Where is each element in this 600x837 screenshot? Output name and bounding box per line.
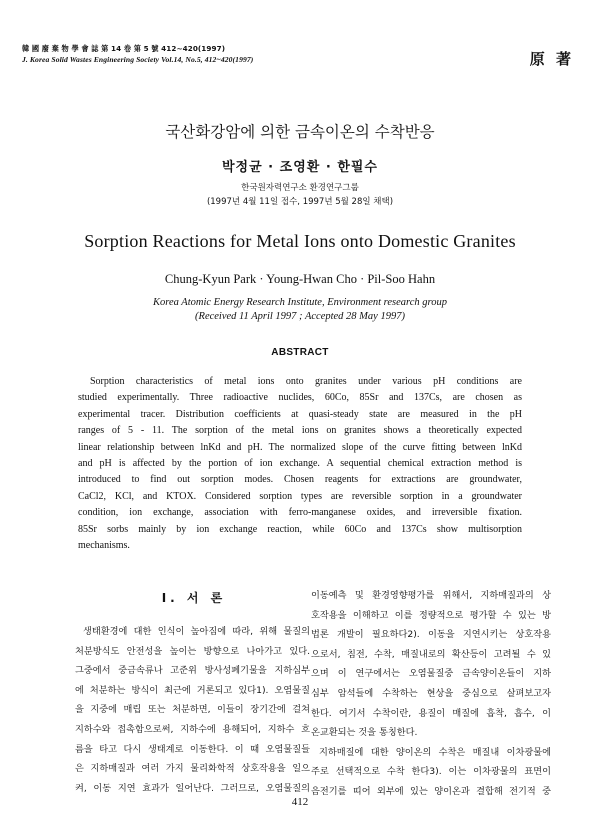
journal-header-korean: 韓 國 廢 棄 物 學 會 誌 第 14 卷 第 5 號 412~420(1997) [22, 44, 226, 53]
abstract-line: and pH is affected by the portion of ion exchange. A sequential chemical extraction method is [78, 457, 522, 469]
dates-english: (Received 11 April 1997 ; Accepted 28 May 1997) [195, 311, 405, 322]
affiliation-korean: 한국원자력연구소 환경연구그룹 [241, 183, 359, 193]
authors-english: Chung-Kyun Park · Young-Hwan Cho · Pil-Soo Hahn [164, 272, 436, 286]
affiliation-english: Korea Atomic Energy Research Institute, Environment research group [153, 297, 447, 308]
page-number: 412 [291, 796, 309, 808]
body-line: 음전기를 띠어 외부에 있는 양이온과 결합해 전기적 중 [311, 785, 551, 797]
body-line: 이동예측 및 환경영향평가를 위해서, 지하매질과의 상 [311, 590, 551, 601]
body-line: 심부 암석들에 수착하는 현상을 중심으로 살펴보고자 [311, 687, 551, 699]
dates-korean: (1997년 4월 11일 접수, 1997년 5월 28일 채택) [206, 197, 394, 207]
journal-header-english: J. Korea Solid Wastes Engineering Society Vol.14, No.5, 412~420(1997) [22, 55, 254, 64]
abstract-line: condition, ion exchange, association with ferro-manganese oxides, and irreversible fixation. [78, 507, 522, 519]
body-line: 은 지하매질과 여러 가지 물리화학적 상호작용을 일으 [75, 763, 310, 775]
body-line: 을 지중에 매립 또는 처분하면, 이들이 장기간에 걸쳐 [75, 704, 310, 716]
authors-korean: 박정균 · 조영환 · 한필수 [221, 160, 378, 175]
body-line: 름을 타고 다시 생태계로 이동한다. 이 때 오염물질들 [75, 743, 310, 755]
body-line: 처분방식도 안전성을 높이는 방향으로 나아가고 있다. [75, 645, 310, 657]
abstract-line: ranges of 5 - 11. The sorption of the metal ions on granites shows a theoretically expected [78, 425, 522, 437]
body-line: 켜, 이동 지연 효과가 일어난다. 그러므로, 오염물질의 [75, 782, 310, 794]
body-line: 한다. 여기서 수착이란, 용질이 매질에 흡착, 흡수, 이 [311, 707, 551, 719]
article-type-label: 原 著 [529, 50, 574, 68]
body-line: 생태환경에 대한 인식이 높아짐에 따라, 위해 물질의 [83, 626, 310, 637]
body-line: 지하매질에 대한 양이온의 수착은 매질내 이차광물에 [319, 746, 551, 758]
abstract-line: experimental tracer. Distribution coefficients at quasi-steady state are measured in the pH [78, 408, 522, 420]
body-line: 그중에서 중금속류나 고준위 방사성폐기물을 지하심부 [75, 665, 310, 677]
body-line: 호작용을 이해하고 이를 정량적으로 평가할 수 있는 방 [311, 609, 551, 621]
body-line: 지하수와 접촉함으로써, 지하수에 용해되어, 지하수 흐 [75, 723, 310, 735]
abstract-line: 85Sr sorbs mainly by ion exchange reaction, while 60Co and 137Cs show multisorption [78, 523, 522, 535]
abstract-heading: ABSTRACT [271, 347, 329, 358]
body-line: 에 처분하는 방식이 최근에 거론되고 있다1). 오염물질 [75, 684, 310, 696]
title-english: Sorption Reactions for Metal Ions onto Domestic Granites [84, 231, 516, 251]
body-line: 으며 이 연구에서는 오염물질중 금속양이온들이 지하 [311, 668, 551, 680]
abstract-line: linear relationship between lnKd and pH. The normalized slope of the curve fitting between lnKd [78, 441, 522, 453]
abstract-line: introduced to find out sorption modes. Chosen reagents for extractions are groundwater, [78, 474, 522, 486]
abstract-line: Sorption characteristics of metal ions onto granites under various pH conditions are [90, 376, 522, 387]
title-korean: 국산화강암에 의한 금속이온의 수착반응 [165, 123, 435, 141]
body-line: 법론 개발이 필요하다2). 이동을 지연시키는 상호작용 [311, 629, 551, 641]
abstract-body [78, 374, 522, 554]
abstract-line: mechanisms. [78, 539, 130, 551]
abstract-line: CaCl2, KCl, and KTOX. Considered sorption types are reversible sorption in a groundwater [78, 490, 522, 502]
section-heading-introduction: I. 서 론 [161, 591, 227, 605]
body-line: 으로서, 침전, 수착, 매질내로의 확산등이 고려될 수 있 [311, 648, 551, 660]
left-column [75, 622, 310, 798]
abstract-line: studied experimentally. Three radioactive nuclides, 60Co, 85Sr and 137Cs, are chosen as [78, 392, 522, 404]
body-line: 주로 선택적으로 수착 한다3). 이는 이차광물의 표면이 [311, 766, 551, 778]
body-line: 온교환되는 것을 통칭한다. [311, 727, 418, 739]
right-column [311, 586, 551, 802]
